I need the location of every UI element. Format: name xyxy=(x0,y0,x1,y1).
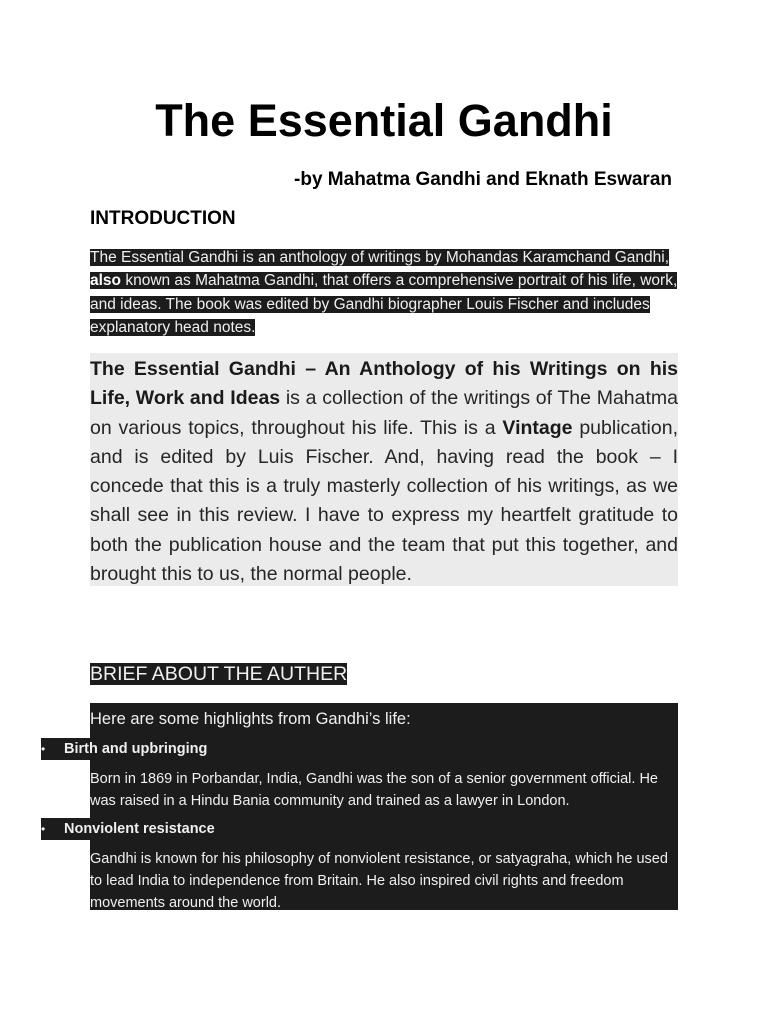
author-heading-text: BRIEF ABOUT THE AUTHER xyxy=(90,663,348,685)
review-publisher: Vintage xyxy=(502,416,573,439)
introduction-heading: INTRODUCTION xyxy=(90,208,236,229)
highlight-body-birth: Born in 1869 in Porbandar, India, Gandhi was the son of a senior government official. He was raised in a Hindu Bania community and trained as a lawyer in London. xyxy=(90,771,658,809)
review-book-title: The Essential Gandhi – An Anthology of his Writings on his Life, Work and Ideas xyxy=(90,358,678,410)
author-byline: -by Mahatma Gandhi and Eknath Eswaran xyxy=(294,169,672,190)
author-section-heading xyxy=(90,661,347,687)
bullet-icon: • xyxy=(41,742,46,756)
highlight-body-nonviolence: Gandhi is known for his philosophy of nonviolent resistance, or satyagraha, which he used to lead India to independence from Britain. He also inspired civil rights and freedom movements around the world. xyxy=(90,851,668,911)
review-paragraph xyxy=(90,355,678,589)
introduction-bold-word: also xyxy=(90,272,122,290)
highlights-intro: Here are some highlights from Gandhi’s life: xyxy=(90,710,411,728)
highlight-title-birth: Birth and upbringing xyxy=(64,741,208,757)
introduction-paragraph xyxy=(90,246,680,339)
review-text-1: is a collection of the writings of The Mahatma on various topics, throughout his life. This is a xyxy=(90,387,678,439)
introduction-text-2: known as Mahatma Gandhi, that offers a comprehensive portrait of his life, work, and ideas. The book was edited by Gandhi biographer Louis Fischer and includes explanatory head notes. xyxy=(90,272,678,336)
bullet-icon: • xyxy=(41,822,46,836)
page-title: The Essential Gandhi xyxy=(155,95,613,146)
introduction-text-1: The Essential Gandhi is an anthology of writings by Mohandas Karamchand Gandhi, xyxy=(90,249,670,266)
review-text-2: publication, and is edited by Luis Fischer. And, having read the book – I concede that this is a truly masterly collection of his writings, as we shall see in this review. I have to express my heartfelt gratitude to both the publication house and the team that put this together, and brought this to us, the normal people. xyxy=(90,416,678,586)
introduction-highlight xyxy=(90,249,677,336)
highlight-title-nonviolence: Nonviolent resistance xyxy=(64,821,215,837)
review-block xyxy=(90,353,678,586)
